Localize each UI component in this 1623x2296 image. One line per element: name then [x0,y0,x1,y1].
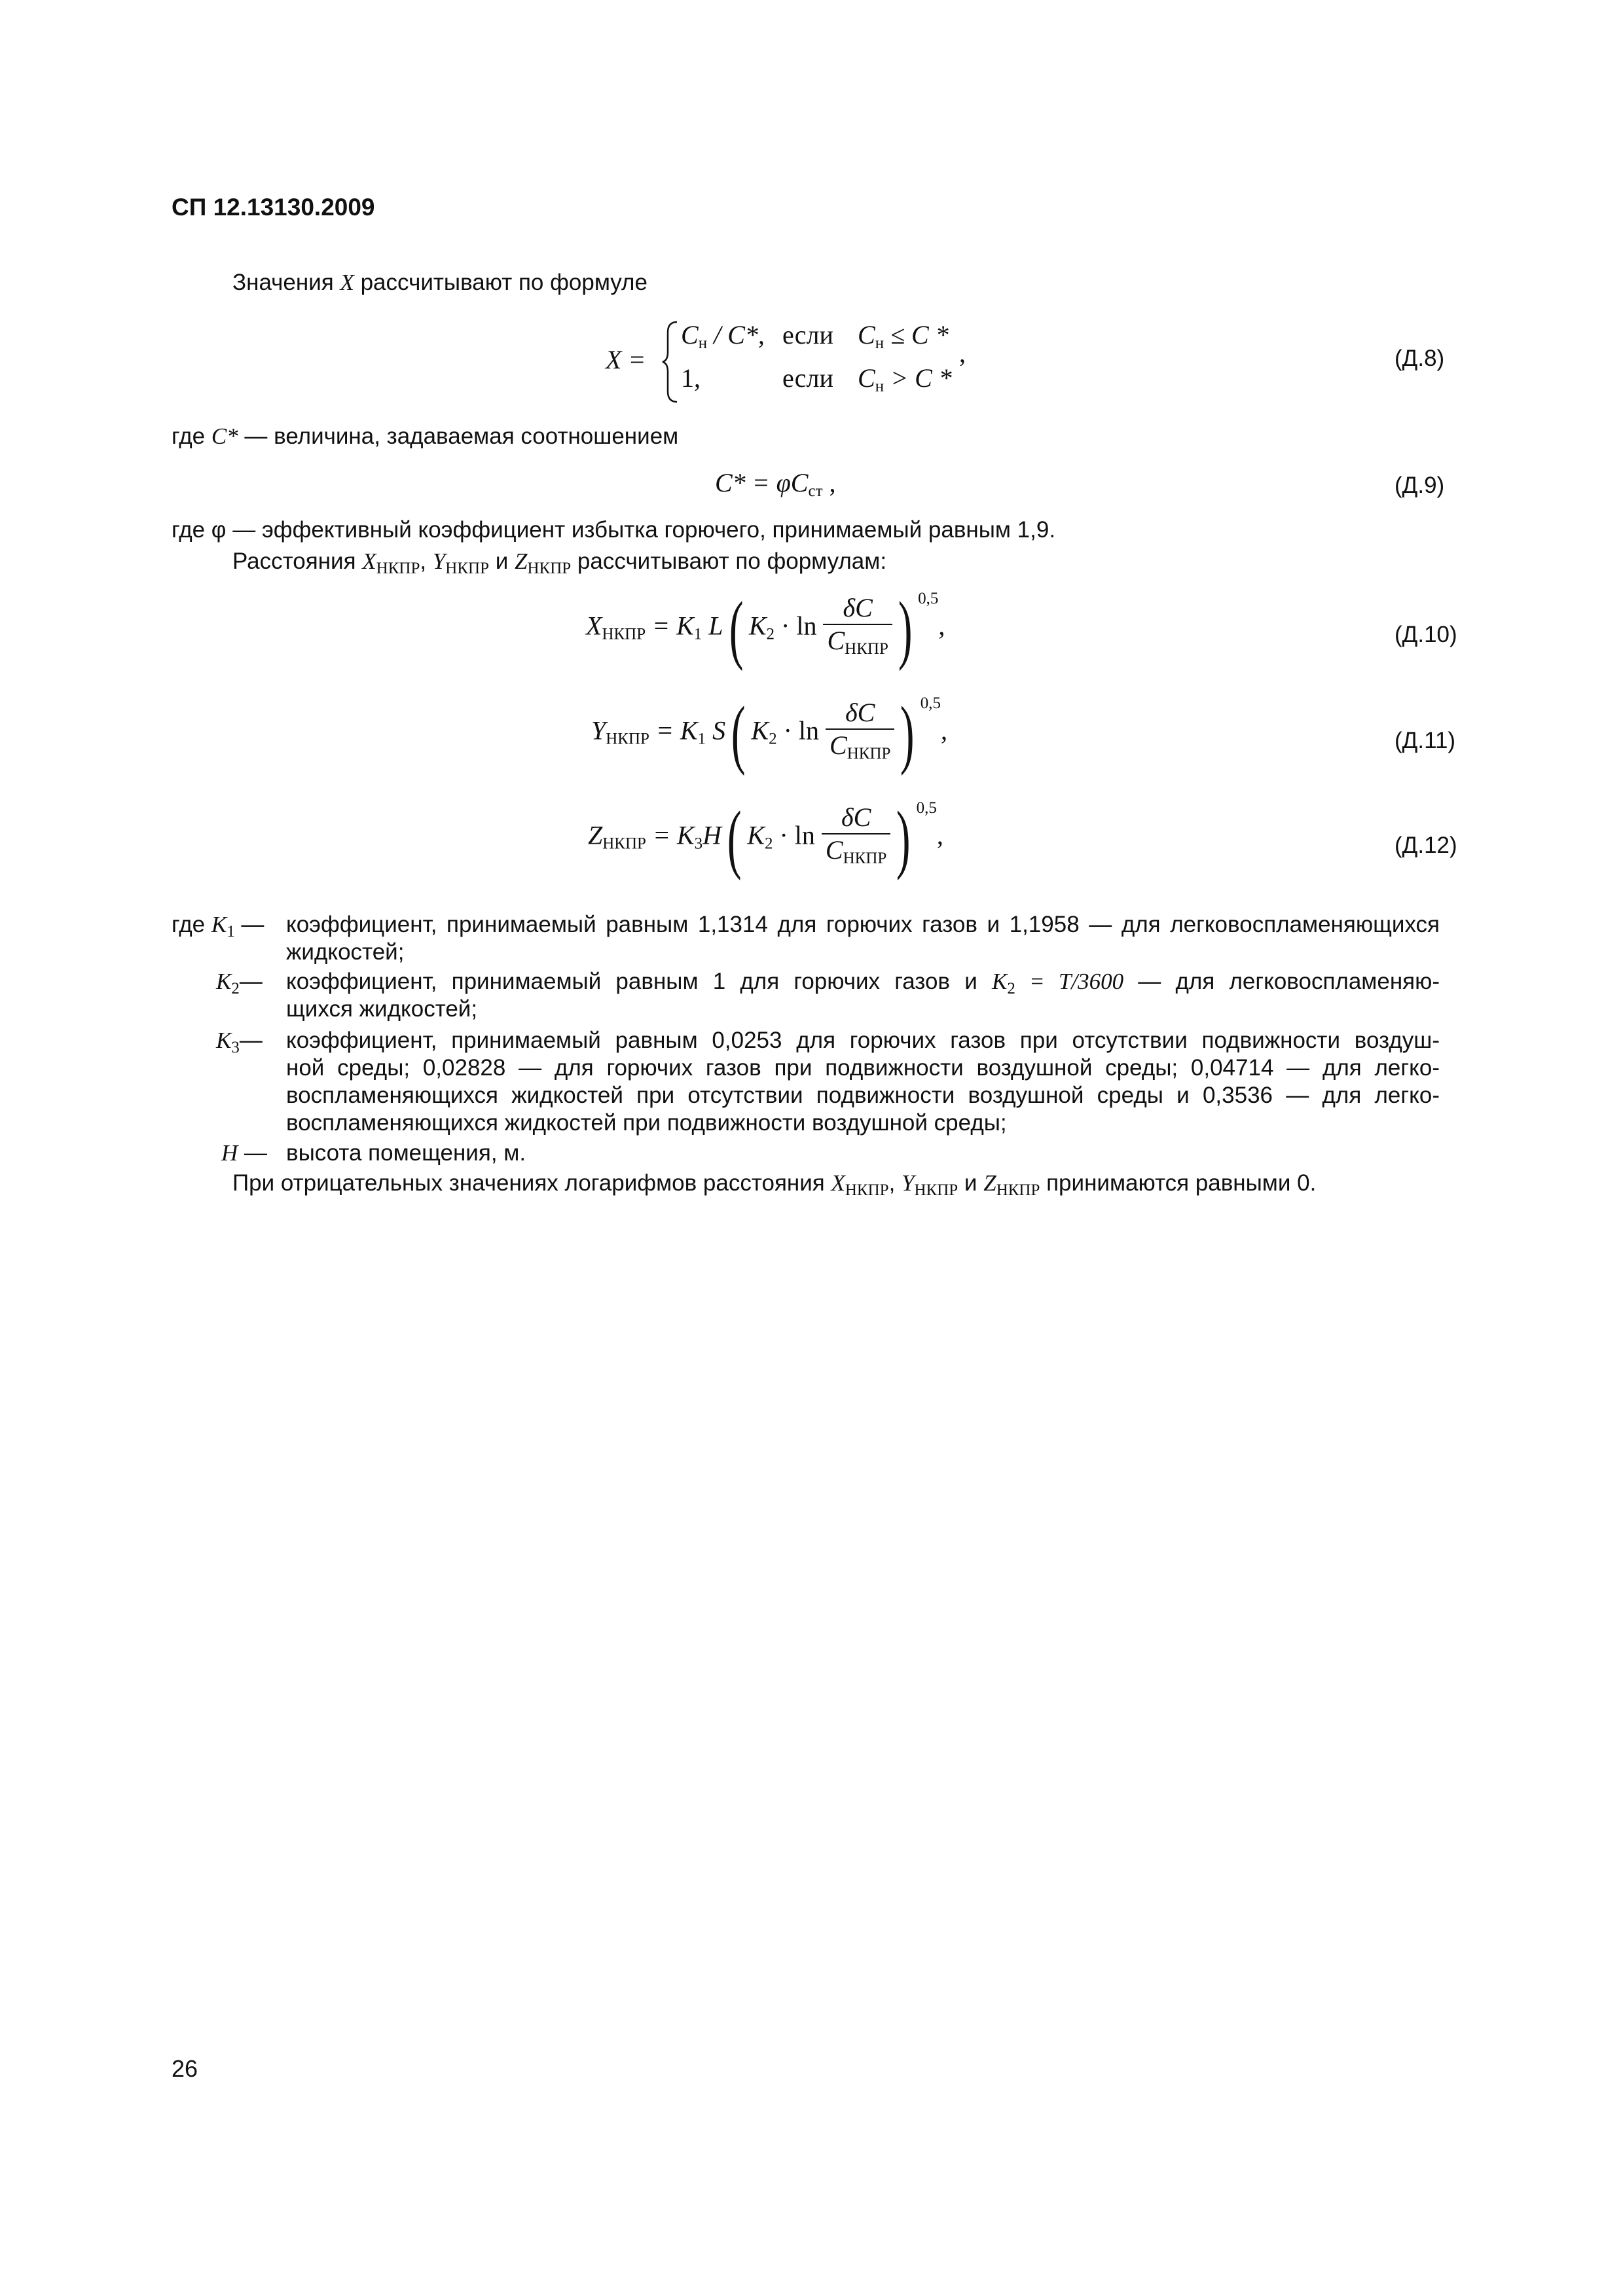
intro-text-post: рассчитывают по формуле [360,270,647,295]
document-code: СП 12.13130.2009 [172,194,375,221]
formula-d8-case2-expr: 1, [681,363,701,393]
formula-d10: $X_{НКПР} = K_1$ L( $K_2 \cdot \ln$ $\frac{\delta C}{C_{НКПР}}$ ) $^{0,5}$, [586,585,945,672]
intro-text-pre: Значения [232,270,334,295]
closing-sentence: При отрицательных значениях логарифмов расстояния $X_{НКПР}$, $Y_{НКПР}$ и $Z_{НКПР}$ принимаются равными 0. [232,1170,1317,1199]
formula-d11: $Y_{НКПР} = K_1$ S( $K_2 \cdot \ln$ $\frac{\delta C}{C_{НКПР}}$ ) $^{0,5}$, [591,690,947,776]
equation-number-d12: (Д.12) [1395,833,1457,858]
equation-number-d11: (Д.11) [1395,728,1456,753]
definition-k3-line4: воспламеняющихся жидкостей при подвижности воздушной среды; [286,1110,1007,1136]
phi-definition: где φ — эффективный коэффициент избытка горючего, принимаемый равным 1,9. [172,517,1056,543]
formula-d12: $Z_{НКПР} = K_3H$( $K_2 \cdot \ln$ $\frac{\delta C}{C_{НКПР}}$ ) $^{0,5}$, [588,795,943,881]
formula-d8-case1-cond: $C_н \le C$ * [858,320,949,352]
intro-line [232,270,647,296]
equation-number-d8: (Д.8) [1395,346,1445,371]
c-star-definition: где C* — величина, задаваемая соотношением [172,423,679,449]
definition-h-label: H — [221,1140,268,1166]
formula-d8-lhs: X = [606,345,646,374]
brace-icon [661,319,678,404]
intro-var-x: X [340,270,354,295]
definition-k2-label: $K_2—$ [216,969,263,997]
formula-d8-case1-expr: $C_н / C*$, [681,320,765,352]
definition-k3-line3: воспламеняющихся жидкостей при отсутствии подвижности воздушной среды и 0,3536 — для легко- [286,1083,1440,1108]
definition-k2-line1: коэффициент, принимаемый равным 1 для горючих газов и $K_2 = T/3600$ — для легковоспламеняю- [286,969,1440,997]
definition-h-text: высота помещения, м. [286,1140,526,1166]
definition-k1-label: где $K_1$ — [172,912,264,941]
formula-d9: $C* = \varphi C_{ст}$ , [715,468,836,500]
formula-d8-comma: , [959,338,966,368]
formula-d8-case2-cond: $C_н > C$ * [858,363,952,395]
definition-k3-label: $K_3—$ [216,1028,263,1056]
definition-k1-line2: жидкостей; [286,939,405,965]
definition-k2-line2: щихся жидкостей; [286,996,478,1022]
equation-number-d10: (Д.10) [1395,622,1457,647]
definition-k1-line1: коэффициент, принимаемый равным 1,1314 для горючих газов и 1,1958 — для легковоспламеняющихся [286,912,1440,937]
formula-d8-case1-if: если [782,320,833,350]
equation-number-d9: (Д.9) [1395,473,1445,498]
formula-d8-case2-if: если [782,363,833,393]
definition-k3-line2: ной среды; 0,02828 — для горючих газов при подвижности воздушной среды; 0,04714 — для легко- [286,1055,1440,1081]
distances-intro: Расстояния $X_{НКПР}$, $Y_{НКПР}$ и $Z_{НКПР}$ рассчитывают по формулам: [232,548,887,577]
definition-k3-line1: коэффициент, принимаемый равным 0,0253 для горючих газов при отсутствии подвижности воздуш- [286,1028,1440,1053]
page-number: 26 [172,2055,198,2082]
